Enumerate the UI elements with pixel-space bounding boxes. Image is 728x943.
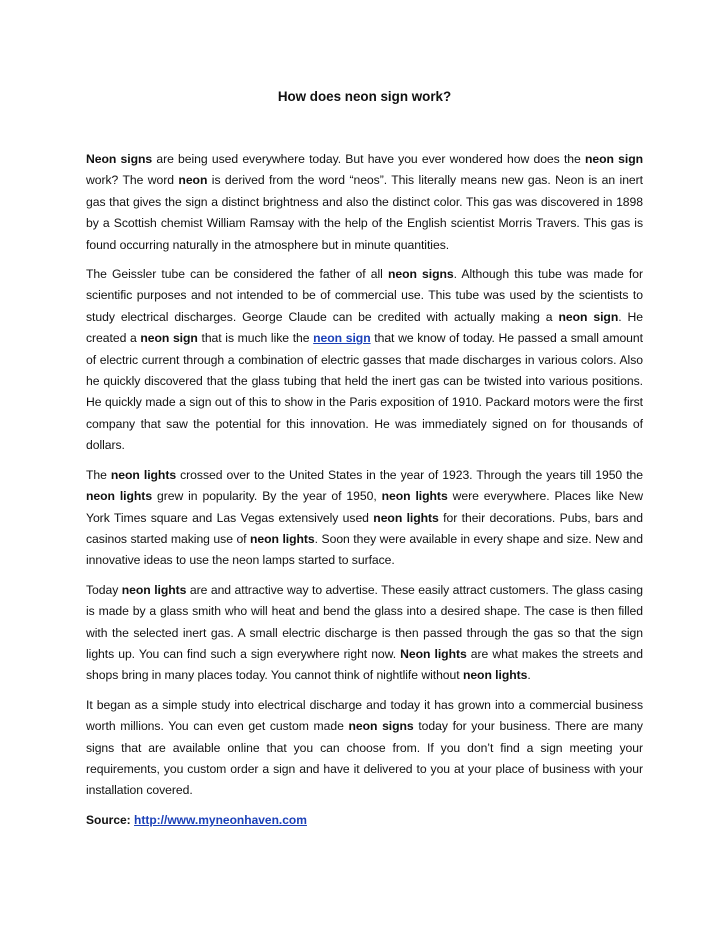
bold-term: neon signs [387, 267, 454, 282]
bold-term: neon sign [584, 152, 643, 166]
text-run: work? The word [86, 173, 179, 188]
paragraph [86, 580, 643, 687]
paragraph [86, 264, 643, 457]
inline-link[interactable]: neon sign [313, 331, 371, 346]
text-run: The [86, 467, 111, 482]
bold-term: neon lights [110, 467, 177, 482]
bold-term: neon lights [381, 489, 448, 504]
text-run: for their decorations. Pubs, bars and casinos started making use of [86, 510, 644, 546]
text-run: is derived from the word “neos”. This literally means new gas. Neon is an inert gas that gives the sign a distinct brightness and also the distinct color. This gas was discovered in 1898 by a Scottish chemist William Ramsay with the help of the English scientist Morris Travers. This gas is found occurring naturally in the atmosphere but in minute quantities. [86, 173, 643, 252]
text-run: It began as a simple study into electrical discharge and today it has grown into a commercial business worth millions. You can even get custom made [86, 697, 643, 734]
bold-term: neon lights [250, 531, 315, 546]
text-run: grew in popularity. By the year of 1950, [152, 489, 382, 504]
bold-term: Neon signs [86, 152, 153, 166]
document-body [86, 149, 643, 830]
bold-term: neon lights [462, 668, 528, 683]
text-run: Today [86, 582, 122, 597]
document-title: How does neon sign work? [277, 89, 452, 104]
text-run: . [527, 668, 531, 683]
bold-term: neon sign [558, 309, 619, 324]
bold-term: neon [178, 173, 208, 188]
text-run: . Soon they were available in every shape and size. New and innovative ideas to use the neon lamps started to surface. [86, 531, 643, 568]
bold-term: Neon lights [400, 646, 467, 661]
text-run: that we know of today. He passed a small amount of electric current through a combination of electric gasses that made discharges in various colors. Also he quickly discovered that the glass tubing that held the inert gas can be twisted into various positions. He quickly made a sign out of this to show in the Paris exposition of 1910. Packard motors were the first company that saw the potential for this innovation. He was immediately signed on for thousands of dollars. [86, 331, 643, 453]
text-run: are and attractive way to advertise. These easily attract customers. The glass casing is made by a glass smith who will heat and bend the glass into a desired shape. The case is then filled with the selected inert gas. A small electric discharge is then passed through the gas so that the sign lights up. You can find such a sign everywhere right now. [86, 582, 644, 661]
text-run: . Although this tube was made for scientific purposes and not intended to be of commercial use. This tube was used by the scientists to study electrical discharges. George Claude can be credited with actually making a [86, 267, 643, 324]
source-link[interactable]: http://www.myneonhaven.com [134, 812, 307, 827]
bold-term: neon signs [348, 719, 414, 734]
source-label: Source: [86, 812, 131, 827]
bold-term: neon sign [140, 331, 198, 346]
text-run: The Geissler tube can be considered the father of all [86, 267, 388, 282]
text-run: are what makes the streets and shops bring in many places today. You cannot think of nightlife without [86, 646, 643, 683]
bold-term: neon lights [86, 489, 153, 504]
bold-term: neon lights [373, 510, 439, 525]
text-run: crossed over to the United States in the year of 1923. Through the years till 1950 the [176, 467, 644, 482]
text-run: were everywhere. Places like New York Times square and Las Vegas extensively used [86, 489, 644, 525]
paragraph [86, 465, 643, 572]
text-run: today for your business. There are many signs that are available online that you can choose from. If you don’t find a sign meeting your requirements, you custom order a sign and have it delivered to you at your place of business with your installation covered. [86, 719, 643, 798]
source-line [86, 810, 643, 830]
paragraph [86, 149, 643, 256]
text-run: . He created a [86, 309, 643, 346]
text-run: are being used everywhere today. But have you ever wondered how does the [152, 152, 585, 166]
text-run: that is much like the [197, 331, 314, 346]
bold-term: neon lights [121, 582, 187, 597]
paragraph [86, 695, 643, 802]
